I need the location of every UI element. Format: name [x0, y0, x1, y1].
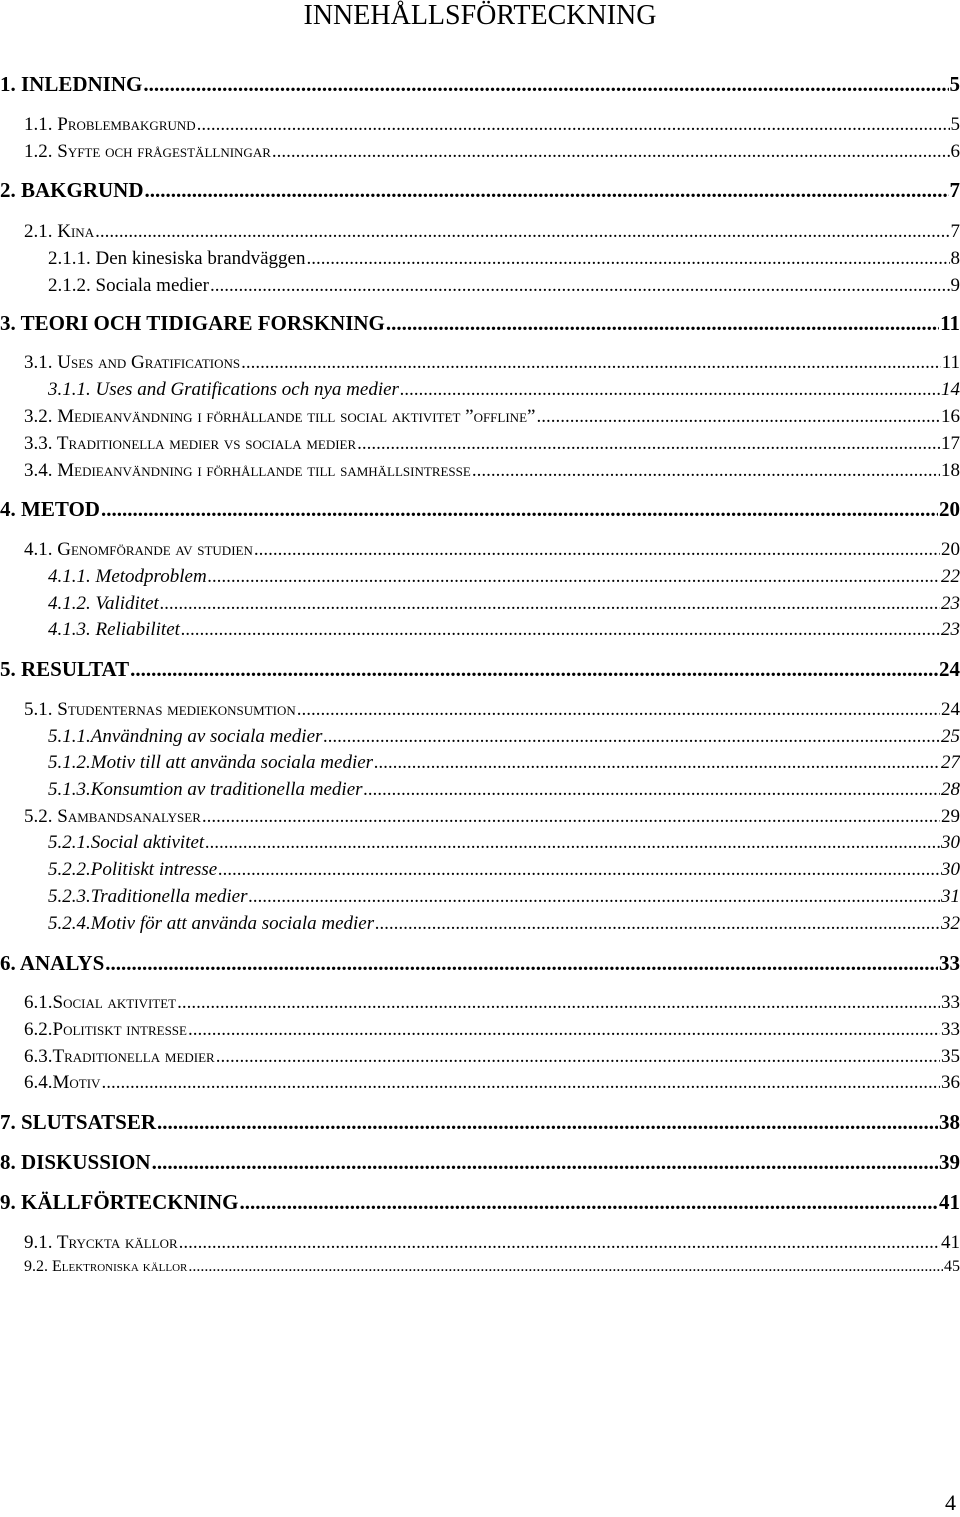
toc-entry-page: 7	[950, 221, 960, 242]
toc-entry-label: 5.2.1.Social aktivitet	[48, 832, 205, 853]
toc-entry-page: 30	[941, 859, 960, 880]
toc-entry-page: 8	[950, 248, 960, 269]
toc-entry-4-1-2[interactable]	[48, 593, 960, 615]
dot-leader	[216, 1046, 940, 1068]
toc-entry-label: 4. METOD	[0, 497, 100, 521]
toc-entry-label: 1.1. Problembakgrund	[24, 114, 196, 135]
dot-leader	[364, 779, 940, 801]
toc-entry-2-1-1[interactable]	[48, 248, 960, 270]
toc-entry-7[interactable]	[0, 1110, 960, 1135]
toc-entry-label: 5.1. Studenternas mediekonsumtion	[24, 699, 296, 720]
toc-entry-label: 1.2. Syfte och frågeställningar	[24, 141, 271, 162]
dot-leader	[152, 1150, 938, 1175]
toc-entry-page: 45	[944, 1258, 960, 1275]
dot-leader	[208, 566, 940, 588]
toc-entry-5-1-3[interactable]	[48, 779, 960, 801]
dot-leader	[188, 1258, 943, 1276]
toc-entry-label: 9.1. Tryckta källor	[24, 1232, 178, 1253]
toc-entry-2-1-2[interactable]	[48, 275, 960, 297]
toc-entry-page: 38	[939, 1110, 960, 1134]
toc-entry-4-1-1[interactable]	[48, 566, 960, 588]
dot-leader	[181, 619, 940, 641]
toc-entry-page: 41	[941, 1232, 960, 1253]
toc-entry-3-1[interactable]	[24, 352, 960, 374]
toc-entry-label: 4.1.2. Validitet	[48, 593, 159, 614]
page-title: INNEHÅLLSFÖRTECKNING	[303, 0, 657, 31]
toc-entry-3[interactable]	[0, 311, 960, 336]
toc-entry-label: 6.4.Motiv	[24, 1072, 101, 1093]
dot-leader	[323, 726, 940, 748]
toc-entry-6-1[interactable]	[24, 992, 960, 1014]
toc-entry-9[interactable]	[0, 1190, 960, 1215]
toc-entry-page: 9	[950, 275, 960, 296]
dot-leader	[210, 275, 950, 297]
toc-entry-label: 4.1.1. Metodproblem	[48, 566, 207, 587]
toc-entry-5-1[interactable]	[24, 699, 960, 721]
dot-leader	[254, 539, 940, 561]
toc-entry-6-3[interactable]	[24, 1046, 960, 1068]
toc-entry-page: 5	[949, 72, 960, 96]
toc-entry-page: 6	[950, 141, 960, 162]
toc-entry-6[interactable]	[0, 951, 960, 976]
toc-entry-page: 5	[950, 114, 960, 135]
toc-entry-5-2[interactable]	[24, 806, 960, 828]
toc-entry-6-4[interactable]	[24, 1072, 960, 1094]
toc-entry-label: 5.2.4.Motiv för att använda sociala medier	[48, 913, 375, 934]
toc-entry-label: 7. SLUTSATSER	[0, 1110, 157, 1134]
toc-entry-page: 17	[941, 433, 960, 454]
dot-leader	[239, 1190, 938, 1215]
dot-leader	[375, 913, 940, 935]
toc-entry-page: 20	[941, 539, 960, 560]
toc-entry-label: 2.1.1. Den kinesiska brandväggen	[48, 248, 306, 269]
dot-leader	[143, 72, 948, 97]
toc-entry-label: 5.1.3.Konsumtion av traditionella medier	[48, 779, 363, 800]
toc-entry-page: 35	[941, 1046, 960, 1067]
toc-entry-page: 27	[941, 752, 960, 773]
toc-entry-8[interactable]	[0, 1150, 960, 1175]
toc-entry-label: 5. RESULTAT	[0, 657, 130, 681]
dot-leader	[400, 379, 940, 401]
toc-entry-9-2[interactable]	[24, 1258, 960, 1276]
toc-entry-3-3[interactable]	[24, 433, 960, 455]
toc-entry-2[interactable]	[0, 178, 960, 203]
toc-entry-5-1-2[interactable]	[48, 752, 960, 774]
toc-entry-page: 31	[941, 886, 960, 907]
toc-entry-label: 3.1.1. Uses and Gratifications och nya medier	[48, 379, 399, 400]
toc-entry-page: 18	[941, 460, 960, 481]
dot-leader	[145, 178, 949, 203]
toc-entry-1-1[interactable]	[24, 114, 960, 136]
toc-entry-5-2-3[interactable]	[48, 886, 960, 908]
toc-entry-5-1-1[interactable]	[48, 726, 960, 748]
toc-entry-page: 28	[941, 779, 960, 800]
page-number: 4	[945, 1490, 956, 1515]
dot-leader	[197, 114, 950, 136]
toc-entry-1[interactable]	[0, 72, 960, 97]
toc-entry-2-1[interactable]	[24, 221, 960, 243]
toc-entry-page: 41	[939, 1190, 960, 1214]
dot-leader	[357, 433, 940, 455]
toc-entry-label: 6.1.Social aktivitet	[24, 992, 177, 1013]
toc-entry-label: 8. DISKUSSION	[0, 1150, 151, 1174]
toc-entry-page: 11	[941, 352, 960, 373]
toc-entry-label: 1. INLEDNING	[0, 72, 143, 96]
dot-leader	[205, 832, 940, 854]
dot-leader	[179, 1232, 940, 1254]
toc-entry-page: 39	[939, 1150, 960, 1174]
toc-entry-5-2-2[interactable]	[48, 859, 960, 881]
dot-leader	[297, 699, 940, 721]
toc-entry-label: 3.1. Uses and Gratifications	[24, 352, 241, 373]
toc-entry-label: 4.1.3. Reliabilitet	[48, 619, 180, 640]
toc-entry-page: 23	[941, 619, 960, 640]
toc-entry-3-1-1[interactable]	[48, 379, 960, 401]
dot-leader	[101, 497, 938, 522]
toc-entry-label: 6. ANALYS	[0, 951, 105, 975]
toc-entry-label: 6.2.Politiskt intresse	[24, 1019, 187, 1040]
toc-entry-page: 30	[941, 832, 960, 853]
toc-entry-5[interactable]	[0, 657, 960, 682]
dot-leader	[307, 248, 950, 270]
toc-entry-page: 25	[941, 726, 960, 747]
toc-entry-page: 33	[941, 1019, 960, 1040]
dot-leader	[202, 806, 940, 828]
toc-entry-label: 9. KÄLLFÖRTECKNING	[0, 1190, 239, 1214]
toc-entry-5-2-4[interactable]	[48, 913, 960, 935]
dot-leader	[130, 657, 938, 682]
toc-entry-page: 7	[949, 178, 960, 202]
toc-entry-4-1[interactable]	[24, 539, 960, 561]
dot-leader	[105, 951, 938, 976]
toc-entry-page: 29	[941, 806, 960, 827]
toc-entry-page: 32	[941, 913, 960, 934]
dot-leader	[536, 406, 940, 428]
toc-entry-4-1-3[interactable]	[48, 619, 960, 641]
toc-entry-page: 33	[939, 951, 960, 975]
dot-leader	[386, 311, 939, 336]
toc-entry-label: 5.1.2.Motiv till att använda sociala medier	[48, 752, 374, 773]
toc-entry-page: 33	[941, 992, 960, 1013]
dot-leader	[177, 992, 940, 1014]
toc-entry-label: 2. BAKGRUND	[0, 178, 144, 202]
toc-entry-label: 5.1.1.Användning av sociala medier	[48, 726, 323, 747]
toc-entry-label: 2.1.2. Sociala medier	[48, 275, 209, 296]
toc-entry-3-4[interactable]	[24, 460, 960, 482]
toc-entry-label: 3.2. Medieanvändning i förhållande till social aktivitet ”offline”	[24, 406, 536, 427]
toc-entry-label: 9.2. Elektroniska källor	[24, 1258, 188, 1275]
toc-entry-page: 11	[940, 311, 960, 335]
dot-leader	[218, 859, 940, 881]
toc-entry-label: 6.3.Traditionella medier	[24, 1046, 215, 1067]
dot-leader	[95, 221, 949, 243]
toc-entry-5-2-1[interactable]	[48, 832, 960, 854]
toc-entry-page: 22	[941, 566, 960, 587]
toc-entry-page: 14	[941, 379, 960, 400]
toc-entry-label: 2.1. Kina	[24, 221, 95, 242]
toc-entry-label: 5.2.2.Politiskt intresse	[48, 859, 218, 880]
toc-entry-label: 5.2. Sambandsanalyser	[24, 806, 201, 827]
dot-leader	[157, 1110, 938, 1135]
toc-entry-page: 16	[941, 406, 960, 427]
toc-entry-label: 5.2.3.Traditionella medier	[48, 886, 248, 907]
dot-leader	[249, 886, 941, 908]
toc-entry-9-1[interactable]	[24, 1232, 960, 1254]
toc-entry-label: 3. TEORI OCH TIDIGARE FORSKNING	[0, 311, 385, 335]
toc-entry-3-2[interactable]	[24, 406, 960, 428]
dot-leader	[101, 1072, 940, 1094]
toc-entry-6-2[interactable]	[24, 1019, 960, 1041]
toc-entry-label: 3.4. Medieanvändning i förhållande till samhällsintresse	[24, 460, 471, 481]
dot-leader	[241, 352, 941, 374]
toc-entry-label: 3.3. Traditionella medier vs sociala medier	[24, 433, 357, 454]
toc-entry-page: 20	[939, 497, 960, 521]
dot-leader	[374, 752, 940, 774]
toc-entry-page: 24	[939, 657, 960, 681]
dot-leader	[188, 1019, 940, 1041]
toc-entry-page: 36	[941, 1072, 960, 1093]
toc-entry-label: 4.1. Genomförande av studien	[24, 539, 253, 560]
toc-entry-1-2[interactable]	[24, 141, 960, 163]
toc-entry-4[interactable]	[0, 497, 960, 522]
dot-leader	[160, 593, 940, 615]
dot-leader	[272, 141, 950, 163]
dot-leader	[472, 460, 940, 482]
toc-entry-page: 23	[941, 593, 960, 614]
toc-entry-page: 24	[941, 699, 960, 720]
